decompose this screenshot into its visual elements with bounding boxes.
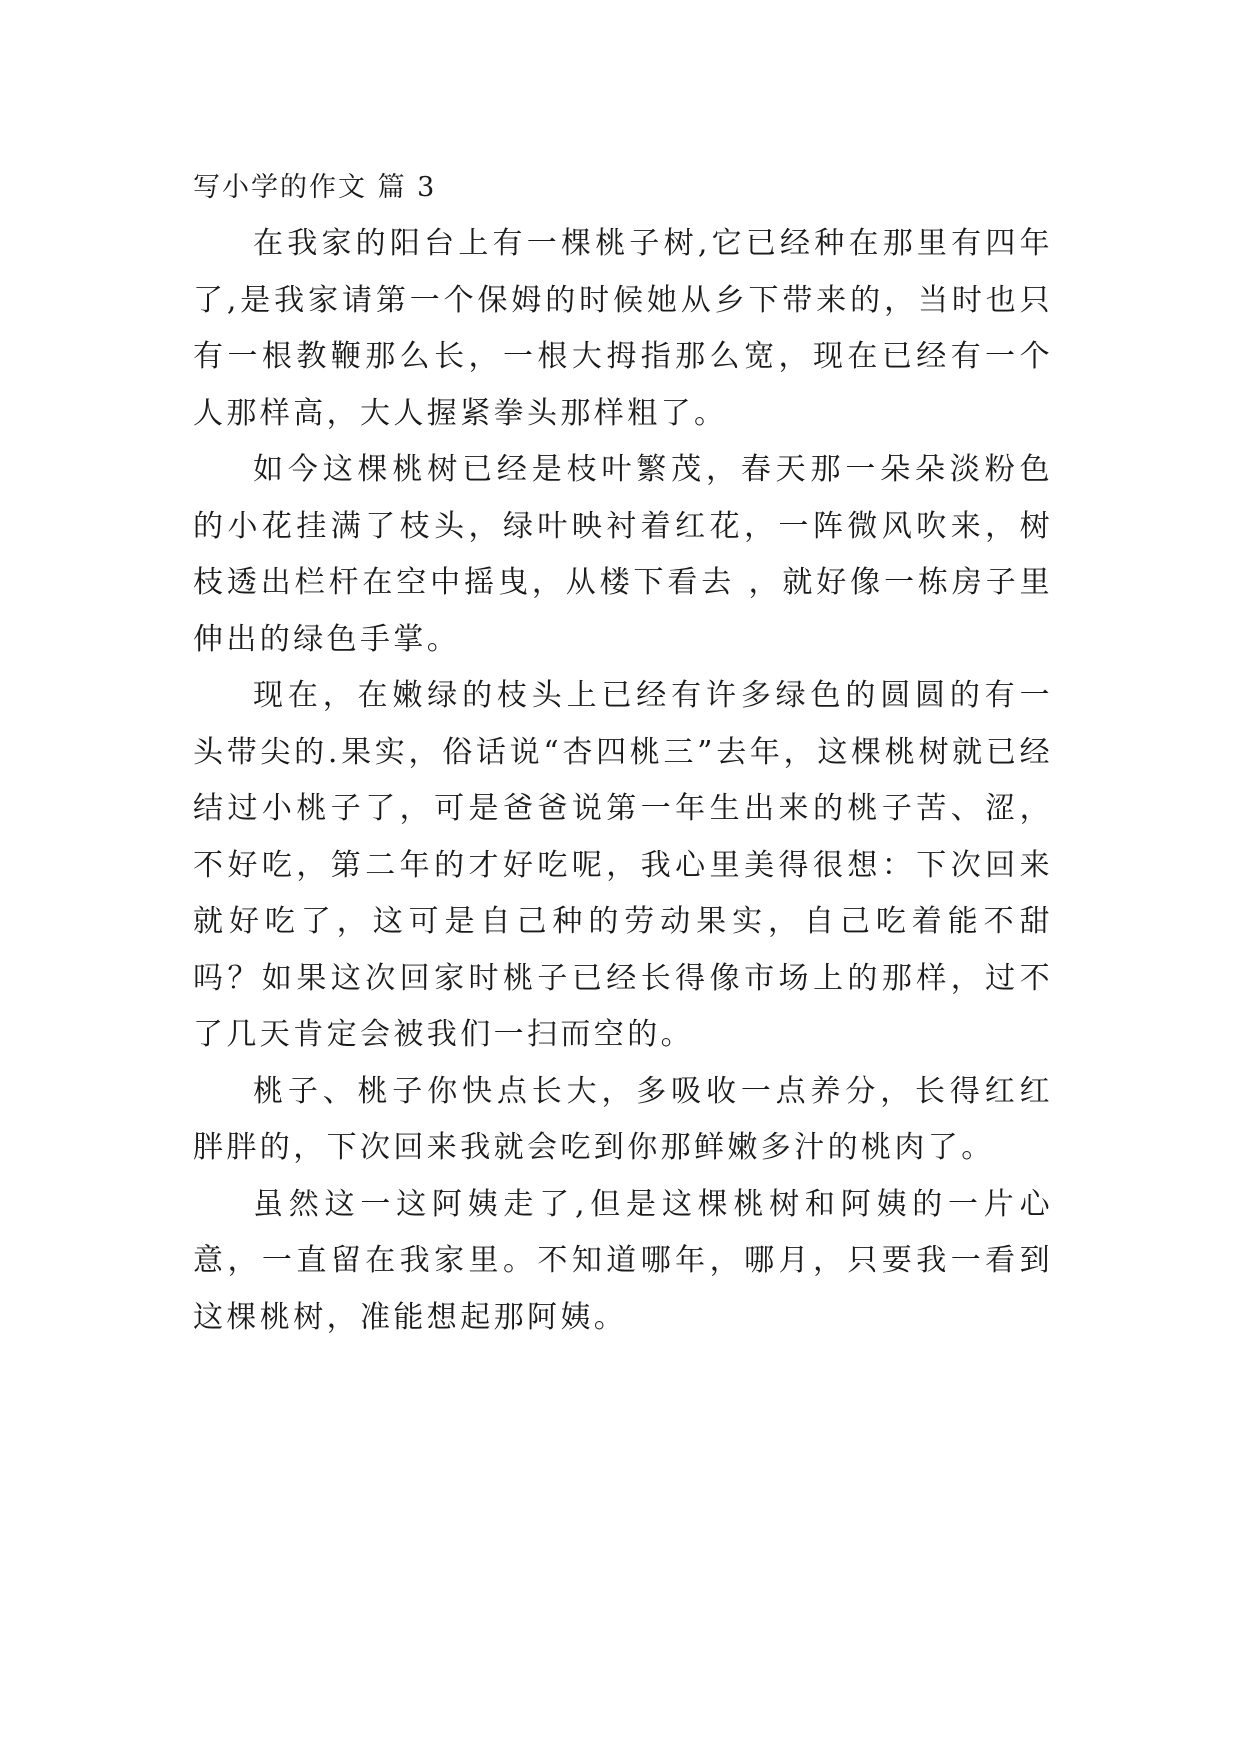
paragraph-4: 桃子、桃子你快点长大，多吸收一点养分，长得红红胖胖的，下次回来我就会吃到你那鲜嫩多汁的桃肉了。: [193, 1073, 1053, 1165]
paragraph-2: 如今这棵桃树已经是枝叶繁茂，春天那一朵朵淡粉色的小花挂满了枝头，绿叶映衬着红花，一阵微风吹来，树枝透出栏杆在空中摇曳，从楼下看去 ，就好像一栋房子里伸出的绿色手掌。: [193, 452, 1053, 657]
paragraph-1: 在我家的阳台上有一棵桃子树,它已经种在那里有四年了,是我家请第一个保姆的时候她从乡下带来的，当时也只有一根教鞭那么长，一根大拇指那么宽，现在已经有一个人那样高，大人握紧拳头那样粗了。: [193, 226, 1053, 431]
document-title: 写小学的作文 篇 3: [193, 172, 437, 203]
paragraph-5: 虽然这一这阿姨走了,但是这棵桃树和阿姨的一片心意，一直留在我家里。不知道哪年，哪月，只要我一看到这棵桃树，准能想起那阿姨。: [193, 1186, 1053, 1335]
document-body: [193, 160, 1053, 1346]
paragraph-3: 现在，在嫩绿的枝头上已经有许多绿色的圆圆的有一头带尖的.果实，俗话说“杏四桃三”去年，这棵桃树就已经结过小桃子了，可是爸爸说第一年生出来的桃子苦、涩，不好吃，第二年的才好吃呢，我心里美得很想：下次回来就好吃了，这可是自己种的劳动果实，自己吃着能不甜吗？如果这次回家时桃子已经长得像市场上的那样，过不了几天肯定会被我们一扫而空的。: [193, 678, 1053, 1052]
